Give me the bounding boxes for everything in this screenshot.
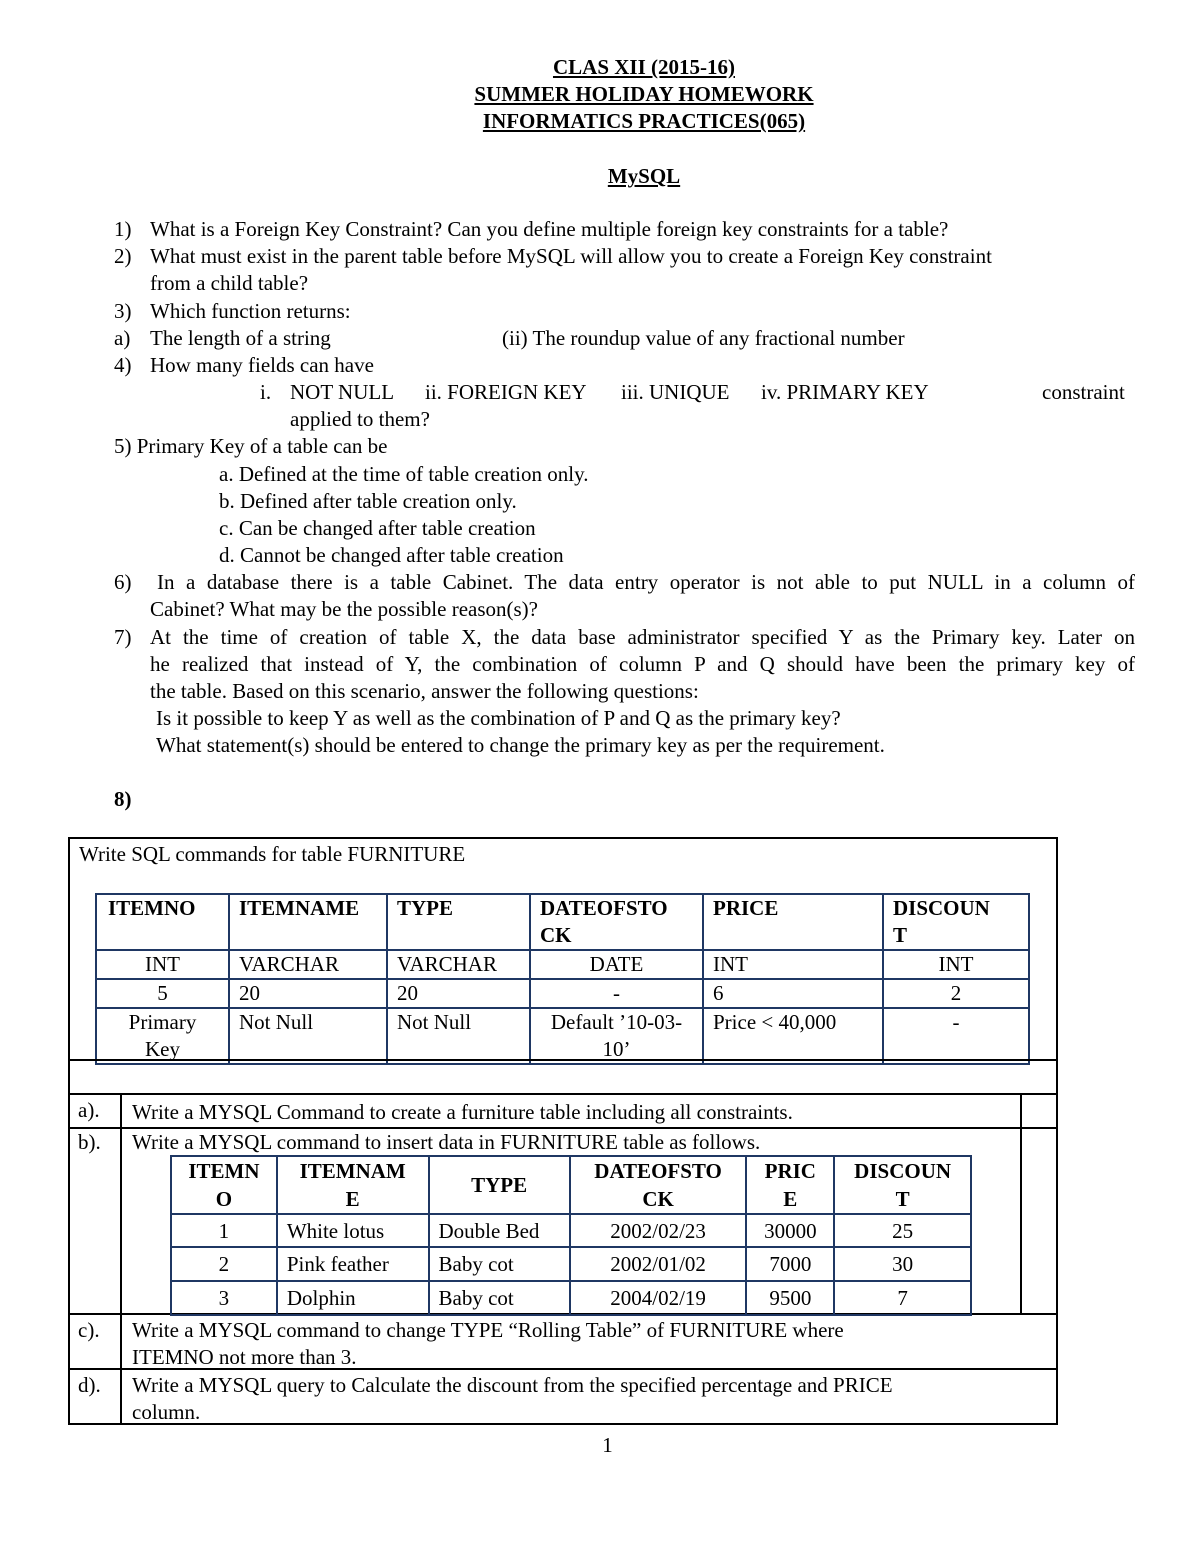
q5-option-c: c. Can be changed after table creation bbox=[219, 516, 536, 540]
q4-tail: constraint bbox=[1042, 380, 1125, 404]
insert-cell-itemname: Pink feather bbox=[277, 1247, 429, 1281]
schema-constraint-cell: Primary Key bbox=[96, 1008, 229, 1064]
schema-header-dateofstock: DATEOFSTO CK bbox=[530, 894, 703, 950]
q2-line2: from a child table? bbox=[150, 271, 309, 295]
q5-option-d: d. Cannot be changed after table creation bbox=[219, 543, 564, 567]
task-c-label: c). bbox=[78, 1318, 100, 1342]
schema-size-row bbox=[96, 979, 1029, 1008]
insert-cell-price: 7000 bbox=[746, 1247, 834, 1281]
section-heading: MySQL bbox=[607, 164, 681, 188]
q3-number: 3) bbox=[114, 299, 132, 323]
schema-header-itemname: ITEMNAME bbox=[229, 894, 387, 950]
schema-header-itemno: ITEMNO bbox=[96, 894, 229, 950]
insert-header-row bbox=[171, 1156, 971, 1214]
schema-size-cell: - bbox=[530, 979, 703, 1008]
insert-header-discount: DISCOUN T bbox=[834, 1156, 971, 1214]
q4-iii: iii. UNIQUE bbox=[621, 380, 730, 404]
q4-ii: ii. FOREIGN KEY bbox=[425, 380, 587, 404]
insert-cell-date: 2002/01/02 bbox=[570, 1247, 747, 1281]
q7-line5: What statement(s) should be entered to change the primary key as per the requirement. bbox=[156, 733, 885, 757]
insert-header-itemname: ITEMNAM E bbox=[277, 1156, 429, 1214]
insert-cell-type: Baby cot bbox=[429, 1247, 570, 1281]
schema-type-cell: INT bbox=[703, 950, 883, 979]
insert-cell-date: 2004/02/19 bbox=[570, 1281, 747, 1315]
tasks-label-divider bbox=[120, 1093, 122, 1425]
schema-header-type: TYPE bbox=[387, 894, 530, 950]
q6-number: 6) bbox=[114, 570, 132, 594]
task-a-text: Write a MYSQL Command to create a furniture table including all constraints. bbox=[132, 1100, 793, 1124]
task-c-line1: Write a MYSQL command to change TYPE “Rolling Table” of FURNITURE where bbox=[132, 1318, 844, 1342]
q4-iv: iv. PRIMARY KEY bbox=[761, 380, 929, 404]
page-number: 1 bbox=[602, 1433, 613, 1457]
q2-line1: What must exist in the parent table before MySQL will allow you to create a Foreign Key constraint bbox=[150, 244, 992, 268]
q3-text: Which function returns: bbox=[150, 299, 351, 323]
spacer-row bbox=[68, 1059, 1058, 1095]
furniture-schema-table bbox=[95, 893, 1030, 1065]
insert-header-dateofstock: DATEOFSTO CK bbox=[570, 1156, 747, 1214]
insert-cell-discount: 30 bbox=[834, 1247, 971, 1281]
schema-constraint-cell: Not Null bbox=[387, 1008, 530, 1064]
furniture-intro: Write SQL commands for table FURNITURE bbox=[79, 842, 466, 866]
task-a-label: a). bbox=[78, 1098, 100, 1122]
insert-header-price: PRIC E bbox=[746, 1156, 834, 1214]
insert-cell-type: Baby cot bbox=[429, 1281, 570, 1315]
insert-cell-price: 30000 bbox=[746, 1214, 834, 1247]
schema-size-cell: 20 bbox=[387, 979, 530, 1008]
task-d-label: d). bbox=[78, 1373, 101, 1397]
insert-cell-itemname: White lotus bbox=[277, 1214, 429, 1247]
schema-type-cell: VARCHAR bbox=[387, 950, 530, 979]
task-c-line2: ITEMNO not more than 3. bbox=[132, 1345, 357, 1369]
q1-number: 1) bbox=[114, 217, 132, 241]
task-b-label: b). bbox=[78, 1130, 101, 1154]
q8-number: 8) bbox=[114, 787, 132, 811]
insert-cell-date: 2002/02/23 bbox=[570, 1214, 747, 1247]
schema-type-cell: INT bbox=[883, 950, 1029, 979]
insert-cell-price: 9500 bbox=[746, 1281, 834, 1315]
q3a-right: (ii) The roundup value of any fractional number bbox=[502, 326, 905, 350]
task-d-line2: column. bbox=[132, 1400, 201, 1424]
schema-type-cell: VARCHAR bbox=[229, 950, 387, 979]
schema-header-discount: DISCOUN T bbox=[883, 894, 1029, 950]
insert-cell-type: Double Bed bbox=[429, 1214, 570, 1247]
insert-data-table bbox=[170, 1155, 972, 1316]
q5-option-b: b. Defined after table creation only. bbox=[219, 489, 517, 513]
class-heading: CLAS XII (2015-16) bbox=[552, 55, 735, 79]
subject-heading: INFORMATICS PRACTICES(065) bbox=[482, 109, 806, 133]
q6-line1: In a database there is a table Cabinet. The data entry operator is not able to put NULL in a column of bbox=[157, 570, 1135, 594]
q7-number: 7) bbox=[114, 625, 132, 649]
homework-heading: SUMMER HOLIDAY HOMEWORK bbox=[474, 82, 814, 106]
insert-cell-discount: 7 bbox=[834, 1281, 971, 1315]
insert-cell-itemname: Dolphin bbox=[277, 1281, 429, 1315]
q4-line2: applied to them? bbox=[290, 407, 430, 431]
q7-line3: the table. Based on this scenario, answer the following questions: bbox=[150, 679, 699, 703]
table-row bbox=[171, 1247, 971, 1281]
schema-constraint-cell: Default ’10-03- 10’ bbox=[530, 1008, 703, 1064]
schema-constraint-cell: Not Null bbox=[229, 1008, 387, 1064]
insert-cell-discount: 25 bbox=[834, 1214, 971, 1247]
q4-i-label: i. bbox=[260, 380, 272, 404]
task-b-right-divider bbox=[1020, 1127, 1022, 1315]
q6-line2: Cabinet? What may be the possible reason(s)? bbox=[150, 597, 538, 621]
insert-cell-itemno: 2 bbox=[171, 1247, 277, 1281]
insert-header-type: TYPE bbox=[429, 1156, 570, 1214]
q5-option-a: a. Defined at the time of table creation only. bbox=[219, 462, 589, 486]
schema-type-row bbox=[96, 950, 1029, 979]
schema-type-cell: INT bbox=[96, 950, 229, 979]
insert-header-itemno: ITEMN O bbox=[171, 1156, 277, 1214]
schema-size-cell: 6 bbox=[703, 979, 883, 1008]
task-a-right-divider bbox=[1020, 1093, 1022, 1129]
schema-size-cell: 20 bbox=[229, 979, 387, 1008]
q3a-number: a) bbox=[114, 326, 131, 350]
q4-text: How many fields can have bbox=[150, 353, 374, 377]
schema-header-price: PRICE bbox=[703, 894, 883, 950]
q3a-left: The length of a string bbox=[150, 326, 331, 350]
q7-line4: Is it possible to keep Y as well as the combination of P and Q as the primary key? bbox=[156, 706, 841, 730]
q2-number: 2) bbox=[114, 244, 132, 268]
schema-size-cell: 5 bbox=[96, 979, 229, 1008]
task-d-line1: Write a MYSQL query to Calculate the discount from the specified percentage and PRICE bbox=[132, 1373, 893, 1397]
q7-line2: he realized that instead of Y, the combination of column P and Q should have been the primary key of bbox=[150, 652, 1135, 676]
q7-line1: At the time of creation of table X, the data base administrator specified Y as the Primary key. Later on bbox=[150, 625, 1135, 649]
q4-number: 4) bbox=[114, 353, 132, 377]
table-row bbox=[171, 1214, 971, 1247]
schema-size-cell: 2 bbox=[883, 979, 1029, 1008]
schema-constraint-row bbox=[96, 1008, 1029, 1064]
schema-header-row bbox=[96, 894, 1029, 950]
schema-constraint-cell: - bbox=[883, 1008, 1029, 1064]
table-row bbox=[171, 1281, 971, 1315]
q1-text: What is a Foreign Key Constraint? Can you define multiple foreign key constraints for a table? bbox=[150, 217, 949, 241]
schema-type-cell: DATE bbox=[530, 950, 703, 979]
q4-i-text: NOT NULL bbox=[290, 380, 395, 404]
insert-cell-itemno: 1 bbox=[171, 1214, 277, 1247]
task-b-text: Write a MYSQL command to insert data in FURNITURE table as follows. bbox=[132, 1130, 761, 1154]
insert-cell-itemno: 3 bbox=[171, 1281, 277, 1315]
q5-text: 5) Primary Key of a table can be bbox=[114, 434, 388, 458]
schema-constraint-cell: Price < 40,000 bbox=[703, 1008, 883, 1064]
